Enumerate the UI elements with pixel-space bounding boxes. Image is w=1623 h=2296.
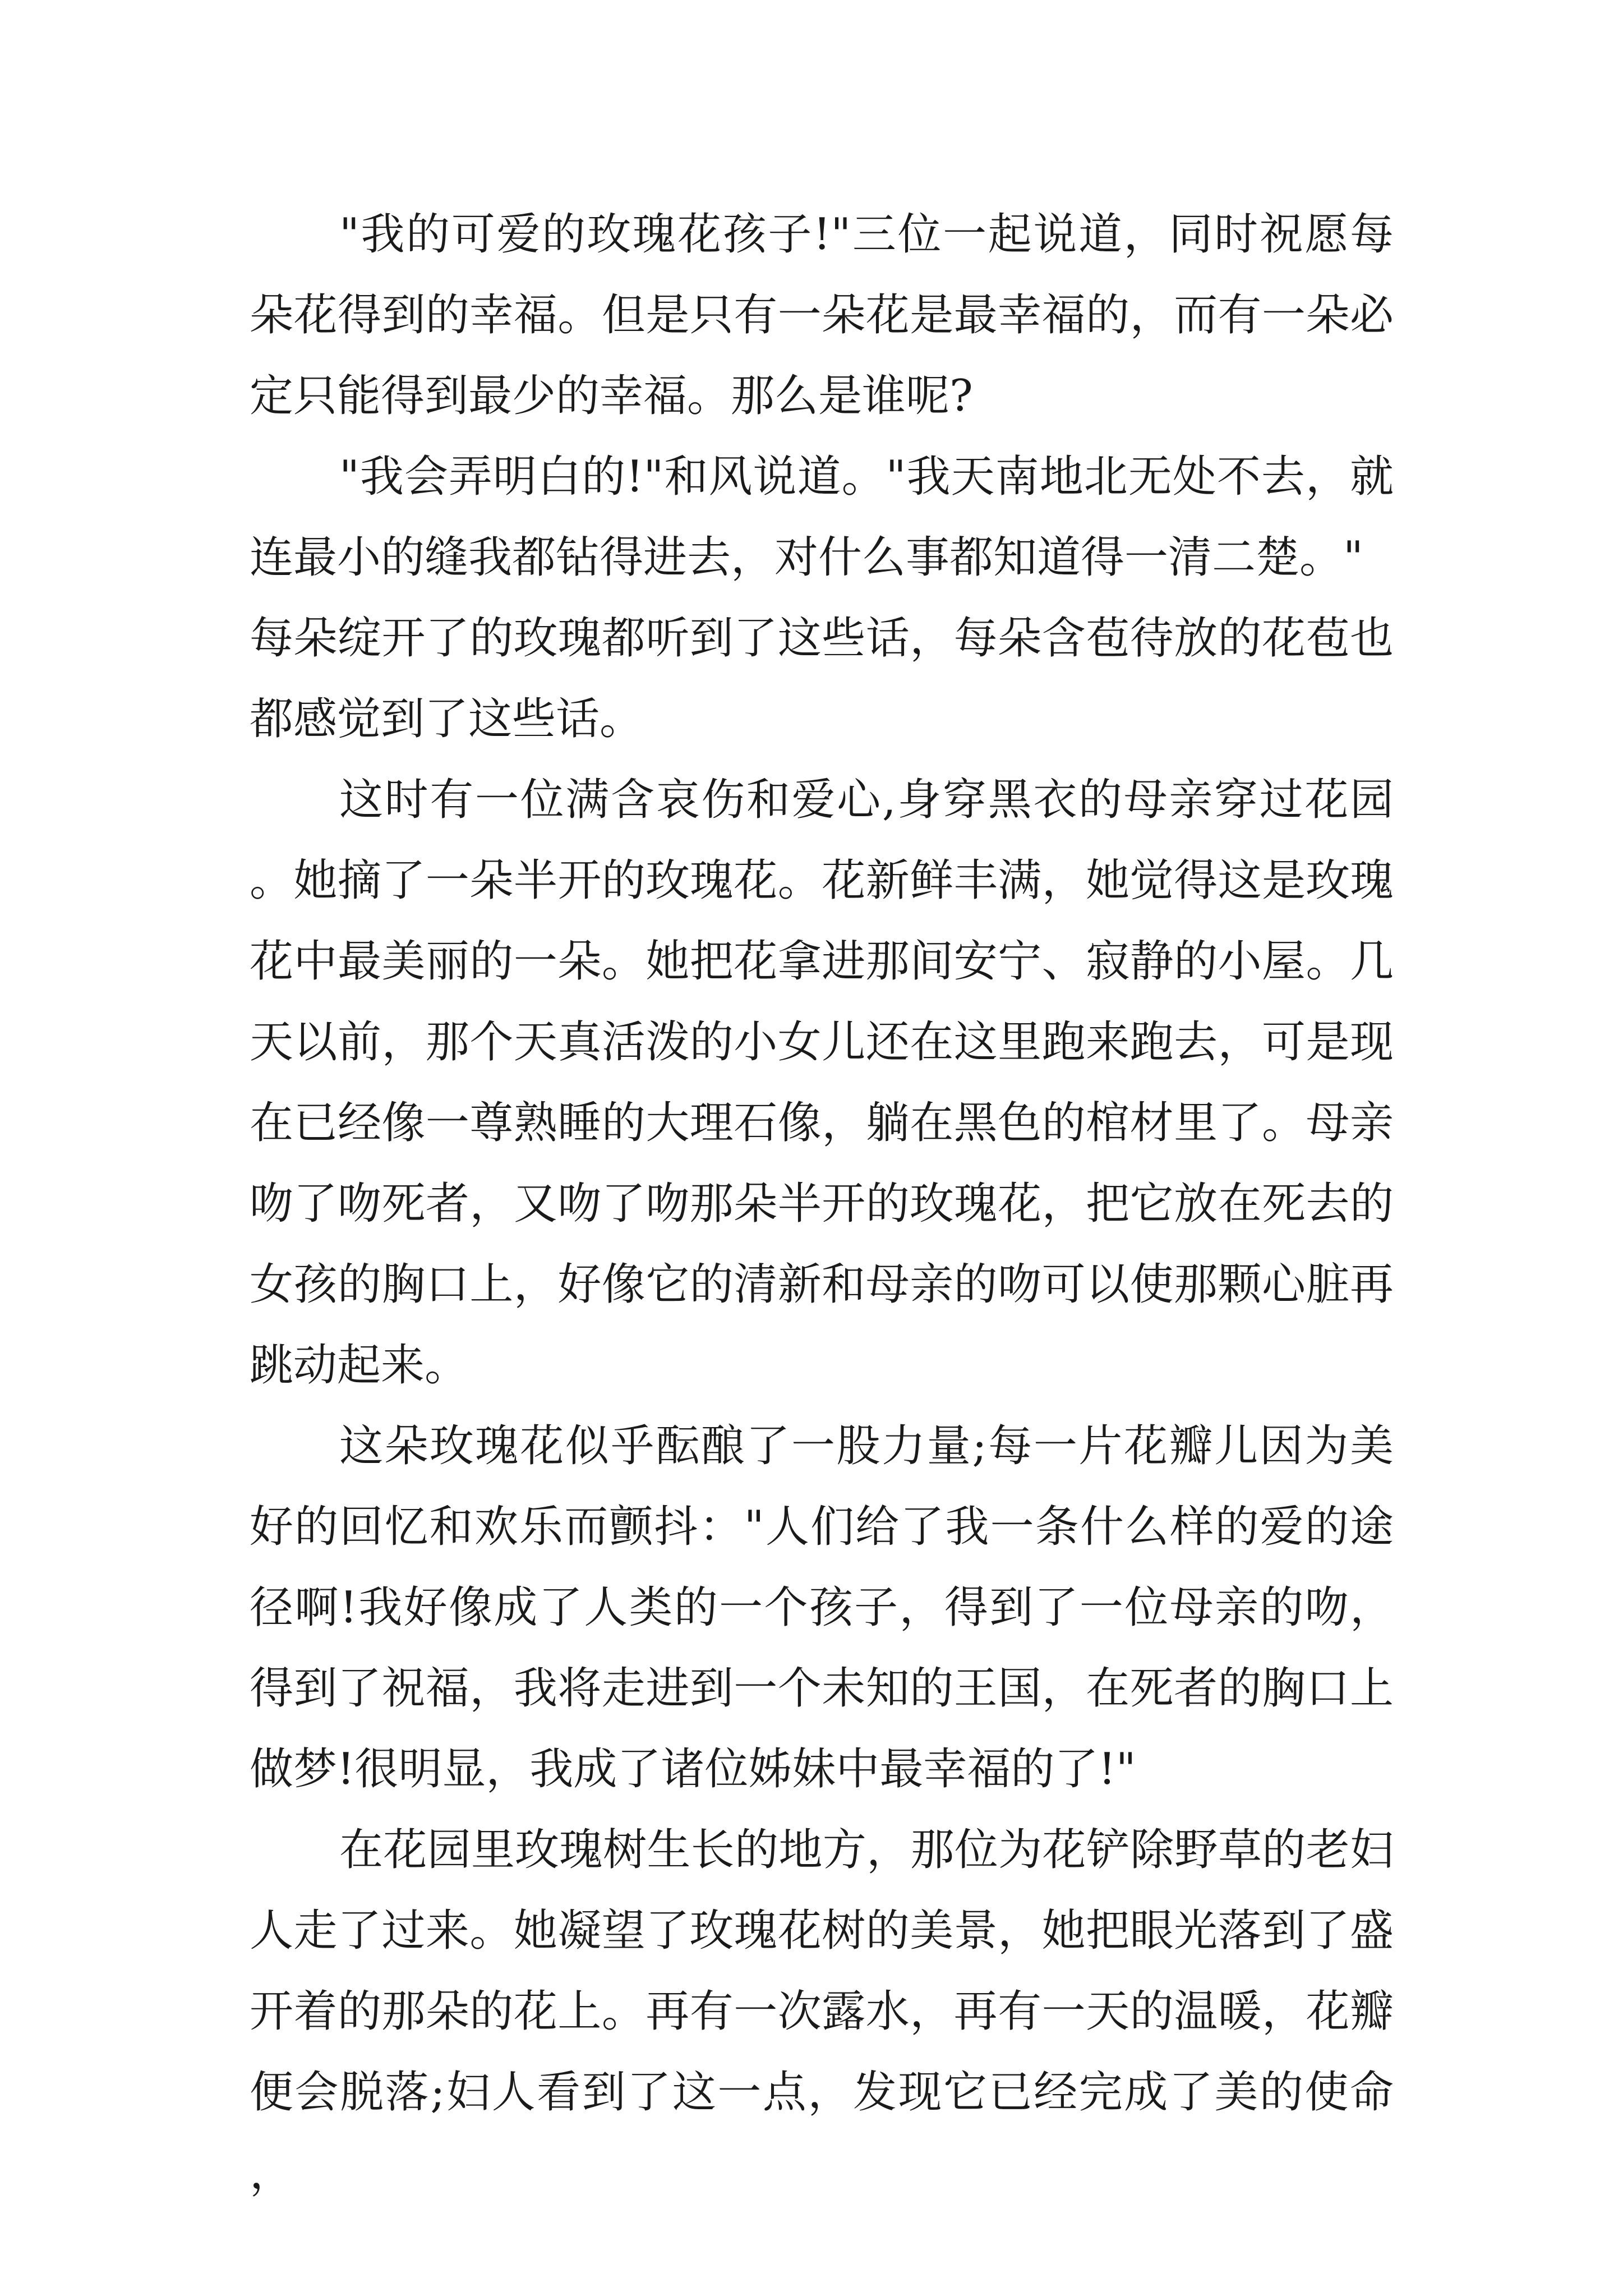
- paragraph-6: 在花园里玫瑰树生长的地方，那位为花铲除野草的老妇人走了过来。她凝望了玫瑰花树的美景，她把眼光落到了盛开着的那朵的花上。再有一次露水，再有一天的温暖，花瓣便会脱落;妇人看到了这一点，发现它已经完成了美的使命，: [250, 1825, 1394, 2198]
- paragraph-3: 每朵绽开了的玫瑰都听到了这些话，每朵含苞待放的花苞也都感觉到了这些话。: [250, 613, 1394, 744]
- body-text: [250, 194, 1394, 2214]
- paragraph-1: "我的可爱的玫瑰花孩子!"三位一起说道，同时祝愿每朵花得到的幸福。但是只有一朵花是最幸福的，而有一朵必定只能得到最少的幸福。那么是谁呢?: [250, 209, 1394, 421]
- paragraph-2: "我会弄明白的!"和风说道。"我天南地北无处不去，就连最小的缝我都钻得进去，对什么事都知道得一清二楚。": [250, 452, 1394, 583]
- paragraph-5: 这朵玫瑰花似乎酝酿了一股力量;每一片花瓣儿因为美好的回忆和欢乐而颤抖："人们给了我一条什么样的爱的途径啊!我好像成了人类的一个孩子，得到了一位母亲的吻，得到了祝福，我将走进到一个未知的王国，在死者的胸口上做梦!很明显，我成了诸位姊妹中最幸福的了!": [250, 1421, 1394, 1795]
- paragraph-4: 这时有一位满含哀伤和爱心,身穿黑衣的母亲穿过花园。她摘了一朵半开的玫瑰花。花新鲜丰满，她觉得这是玫瑰花中最美丽的一朵。她把花拿进那间安宁、寂静的小屋。几天以前，那个天真活泼的小女儿还在这里跑来跑去，可是现在已经像一尊熟睡的大理石像，躺在黑色的棺材里了。母亲吻了吻死者，又吻了吻那朵半开的玫瑰花，把它放在死去的女孩的胸口上，好像它的清新和母亲的吻可以使那颗心脏再跳动起来。: [250, 775, 1394, 1391]
